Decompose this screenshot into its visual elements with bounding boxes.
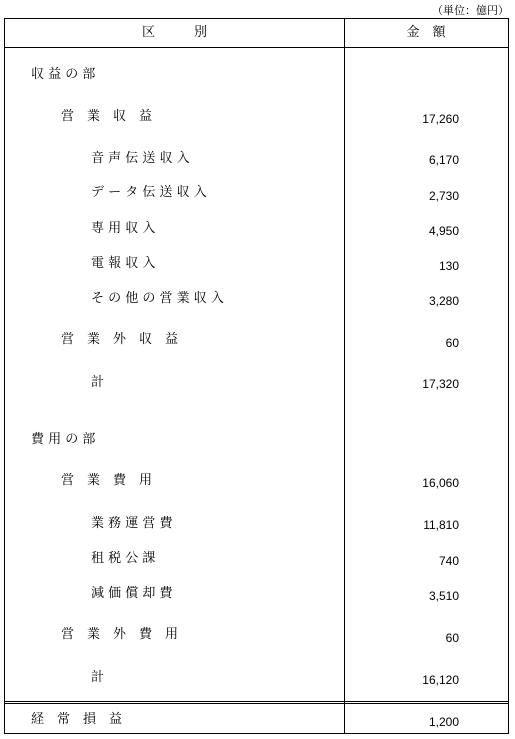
row-value: 4,950 (428, 224, 459, 238)
row-label: 電 報 収 入 (91, 256, 156, 271)
row-value: 3,280 (428, 294, 459, 308)
row-label: 営 業 外 費 用 (61, 627, 179, 642)
footer-divider (5, 701, 508, 704)
row-label: 営 業 外 収 益 (61, 332, 179, 347)
row-value: 60 (445, 336, 459, 350)
row-label: 営 業 収 益 (61, 109, 153, 124)
row-label: そ の 他 の 営 業 収 入 (91, 291, 224, 306)
row-label: 専 用 収 入 (91, 221, 156, 236)
header-category: 区 別 (141, 25, 207, 40)
row-label: 音 声 伝 送 収 入 (91, 151, 190, 166)
footer-label: 経 常 損 益 (31, 712, 123, 727)
unit-note: （単位：億円） (432, 4, 509, 17)
row-value: 740 (438, 554, 459, 568)
section-expense-label: 費 用 の 部 (31, 432, 96, 447)
row-value: 16,060 (422, 476, 459, 490)
total-label: 計 (91, 375, 105, 390)
row-label: 租 税 公 課 (91, 551, 156, 566)
total-value: 16,120 (422, 673, 459, 687)
total-label: 計 (91, 670, 105, 685)
total-value: 17,320 (422, 377, 459, 391)
row-value: 6,170 (428, 153, 459, 167)
row-value: 11,810 (423, 518, 459, 532)
header-amount: 金 額 (406, 25, 446, 40)
section-revenue-label: 収 益 の 部 (31, 67, 96, 82)
row-label: 減 価 償 却 費 (91, 586, 173, 601)
row-value: 17,260 (422, 112, 459, 126)
row-value: 3,510 (428, 589, 459, 603)
income-statement-table (4, 18, 509, 734)
row-value: 130 (438, 259, 459, 273)
footer-value: 1,200 (428, 715, 459, 729)
header-divider (5, 47, 508, 48)
row-value: 60 (445, 631, 459, 645)
row-label: 業 務 運 営 費 (91, 516, 173, 531)
row-label: 営 業 費 用 (61, 473, 153, 488)
row-label: デ ー タ 伝 送 収 入 (91, 185, 207, 200)
row-value: 2,730 (428, 189, 459, 203)
